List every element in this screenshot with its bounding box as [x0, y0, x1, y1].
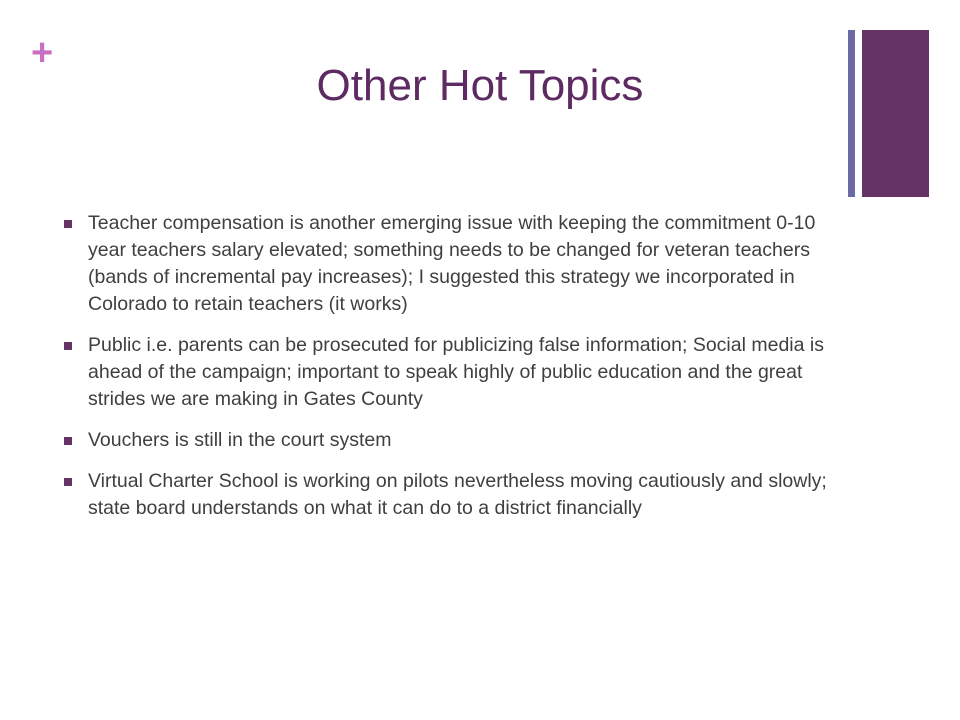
bullet-text: Public i.e. parents can be prosecuted for publicizing false information; Social media is ahead of the campaign; important to speak highly of public education and the great strides we are making in Gates County — [88, 334, 824, 410]
slide-title: Other Hot Topics — [316, 61, 644, 110]
square-bullet-icon — [64, 342, 72, 350]
bullet-list — [64, 210, 854, 536]
decorative-wide-bar — [862, 30, 929, 197]
bullet-text: Teacher compensation is another emerging issue with keeping the commitment 0-10 year teachers salary elevated; something needs to be changed for veteran teachers (bands of incremental pay increases); I suggested this strategy we incorporated in Colorado to retain teachers (it works) — [88, 212, 816, 315]
square-bullet-icon — [64, 478, 72, 486]
bullet-text: Vouchers is still in the court system — [88, 429, 392, 451]
square-bullet-icon — [64, 437, 72, 445]
bullet-item — [64, 427, 854, 454]
decorative-thin-bar — [848, 30, 855, 197]
square-bullet-icon — [64, 220, 72, 228]
bullet-item — [64, 210, 854, 318]
plus-icon: + — [31, 32, 54, 74]
bullet-item — [64, 468, 854, 522]
bullet-text: Virtual Charter School is working on pilots nevertheless moving cautiously and slowly; state board understands on what it can do to a district financially — [88, 470, 827, 519]
bullet-item — [64, 332, 854, 413]
